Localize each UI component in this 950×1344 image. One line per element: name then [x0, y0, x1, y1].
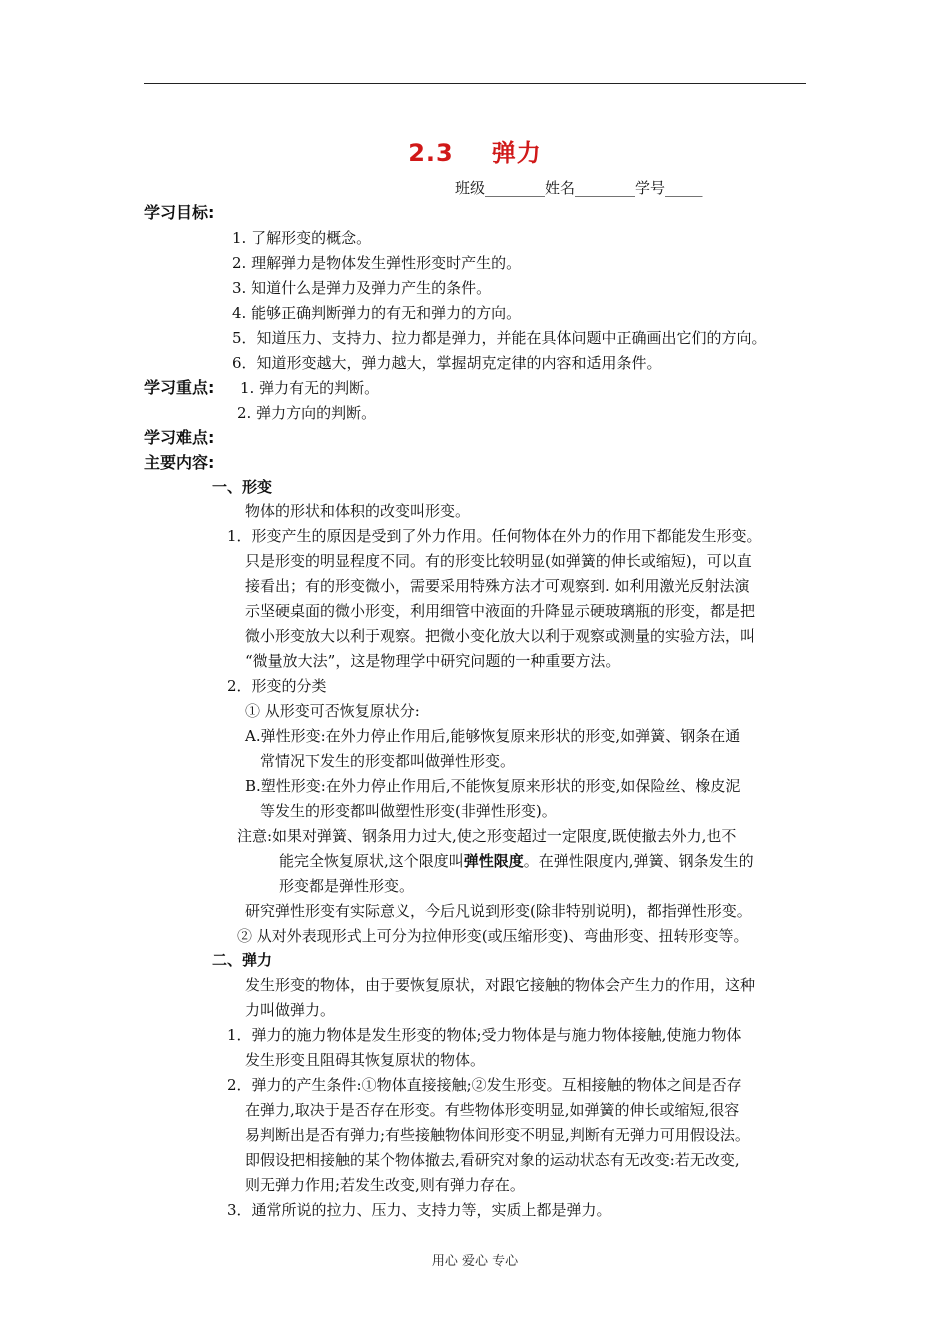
- paragraph-line: 在弹力,取决于是否存在形变。有些物体形变明显,如弹簧的伸长或缩短,很容: [245, 1101, 740, 1119]
- note-line: 形变都是弹性形变。: [279, 877, 415, 895]
- objective-item: 4. 能够正确判断弹力的有无和弹力的方向。: [232, 304, 522, 322]
- objective-item: 3. 知道什么是弹力及弹力产生的条件。: [232, 279, 492, 297]
- paragraph-line: B.塑性形变:在外力停止作用后,不能恢复原来形状的形变,如保险丝、橡皮泥: [245, 777, 741, 795]
- key-point-item: 1. 弹力有无的判断。: [240, 379, 380, 397]
- title-text: 弹力: [491, 139, 542, 167]
- paragraph-line: 接看出；有的形变微小，需要采用特殊方法才可观察到. 如利用激光反射法演: [245, 577, 750, 595]
- paragraph: 物体的形状和体积的改变叫形变。: [245, 502, 471, 520]
- paragraph-line: “微量放大法”，这是物理学中研究问题的一种重要方法。: [245, 652, 621, 670]
- class-info: 班级________姓名________学号_____: [455, 179, 703, 197]
- section-heading-elastic-force: 二、弹力: [212, 951, 273, 969]
- paragraph-line: 2．形变的分类: [227, 677, 327, 695]
- paragraph-line: 发生形变且阻碍其恢复原状的物体。: [245, 1051, 486, 1069]
- paragraph-line: 常情况下发生的形变都叫做弹性形变。: [260, 752, 516, 770]
- paragraph-line: ① 从形变可否恢复原状分:: [245, 702, 420, 720]
- paragraph-line: 即假设把相接触的某个物体撤去,看研究对象的运动状态有无改变:若无改变,: [245, 1151, 740, 1169]
- section-heading-deformation: 一、形变: [212, 478, 273, 496]
- key-points-heading: 学习重点:: [144, 378, 215, 397]
- paragraph-line: 微小形变放大以利于观察。把微小变化放大以利于观察或测量的实验方法，叫: [245, 627, 756, 645]
- paragraph-line: ② 从对外表现形式上可分为拉伸形变(或压缩形变)、弯曲形变、扭转形变等。: [237, 927, 749, 945]
- paragraph-line: 只是形变的明显程度不同。有的形变比较明显(如弹簧的伸长或缩短)，可以直: [245, 552, 752, 570]
- note-text: 。在弹性限度内,弹簧、钢条发生的: [523, 852, 754, 870]
- objective-item: 2. 理解弹力是物体发生弹性形变时产生的。: [232, 254, 522, 272]
- objective-item: 6．知道形变越大，弹力越大，掌握胡克定律的内容和适用条件。: [232, 354, 662, 372]
- page-title: [0, 133, 950, 168]
- paragraph-line: A.弹性形变:在外力停止作用后,能够恢复原来形状的形变,如弹簧、钢条在通: [245, 727, 741, 745]
- key-point-item: 2. 弹力方向的判断。: [237, 404, 377, 422]
- note-line: 注意:如果对弹簧、钢条用力过大,使之形变超过一定限度,既使撤去外力,也不: [237, 827, 737, 845]
- note-text: 能完全恢复原状,这个限度叫: [279, 852, 464, 870]
- paragraph-line: 研究弹性形变有实际意义，今后凡说到形变(除非特别说明)，都指弹性形变。: [245, 902, 752, 920]
- paragraph-line: 力叫做弹力。: [245, 1001, 336, 1019]
- objectives-heading: 学习目标:: [144, 203, 215, 222]
- header-rule: [144, 83, 806, 84]
- paragraph-line: 2．弹力的产生条件:①物体直接接触;②发生形变。互相接触的物体之间是否存: [227, 1076, 742, 1094]
- paragraph-line: 示坚硬桌面的微小形变，利用细管中液面的升降显示硬玻璃瓶的形变，都是把: [245, 602, 756, 620]
- objective-item: 1. 了解形变的概念。: [232, 229, 372, 247]
- paragraph-line: 发生形变的物体，由于要恢复原状，对跟它接触的物体会产生力的作用，这种: [245, 976, 756, 994]
- content-heading: 主要内容:: [144, 453, 215, 472]
- note-line: [279, 851, 754, 871]
- objective-item: 5．知道压力、支持力、拉力都是弹力，并能在具体问题中正确画出它们的方向。: [232, 329, 767, 347]
- paragraph-line: 易判断出是否有弹力;有些接触物体间形变不明显,判断有无弹力可用假设法。: [245, 1126, 750, 1144]
- title-number: 2.3: [408, 139, 454, 167]
- elastic-limit-term: 弹性限度: [463, 852, 524, 870]
- page-footer: 用心 爱心 专心: [431, 1254, 519, 1269]
- paragraph-line: 则无弹力作用;若发生改变,则有弹力存在。: [245, 1176, 525, 1194]
- paragraph-line: 等发生的形变都叫做塑性形变(非弹性形变)。: [260, 802, 557, 820]
- paragraph-line: 3．通常所说的拉力、压力、支持力等，实质上都是弹力。: [227, 1201, 612, 1219]
- difficulties-heading: 学习难点:: [144, 428, 215, 447]
- paragraph-line: 1．弹力的施力物体是发生形变的物体;受力物体是与施力物体接触,使施力物体: [227, 1026, 742, 1044]
- paragraph-line: 1．形变产生的原因是受到了外力作用。任何物体在外力的作用下都能发生形变。: [227, 527, 762, 545]
